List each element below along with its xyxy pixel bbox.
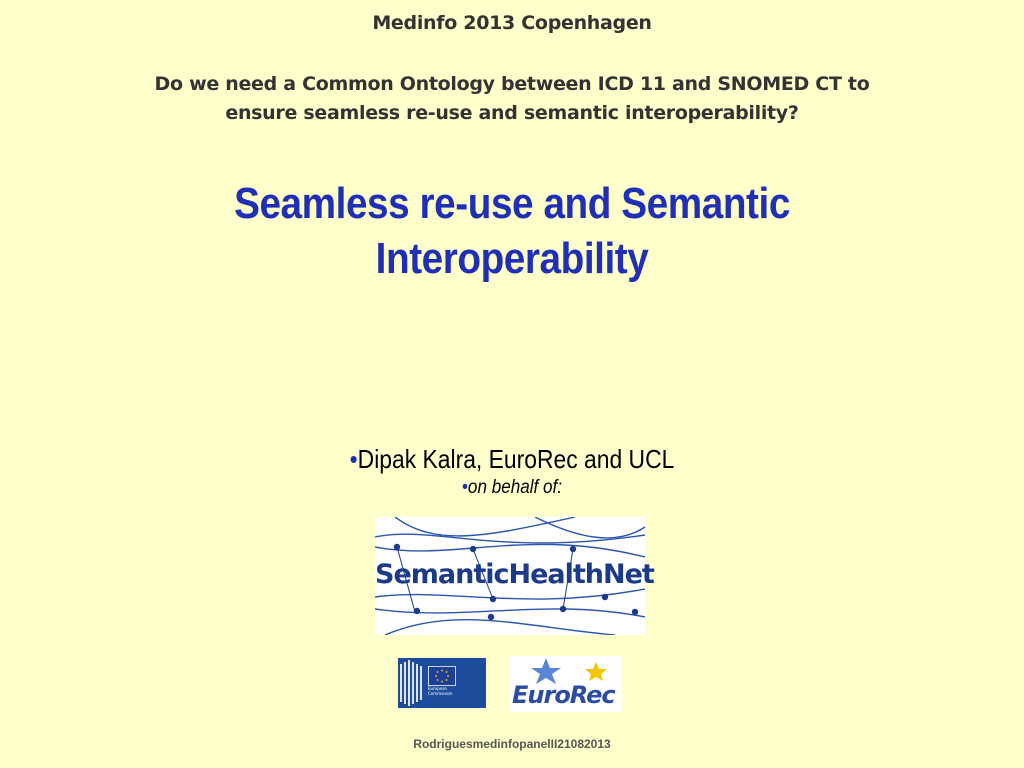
semantichealthnet-logo (375, 517, 654, 635)
presenter-text: Dipak Kalra, EuroRec and UCL (357, 444, 675, 474)
ec-building-icon (398, 658, 426, 708)
slide-title-line-1: Seamless re-use and Semantic (234, 179, 790, 228)
eurorec-wordmark: EuroRec (512, 681, 615, 709)
eu-flag-icon (428, 666, 456, 686)
ec-label-line-2: Commission (428, 691, 453, 696)
question-line-2: ensure seamless re-use and semantic interoperability? (225, 102, 799, 124)
european-commission-logo (398, 658, 486, 708)
eurorec-logo (510, 656, 622, 712)
slide-footer: RodriguesmedinfopanelII21082013 (413, 737, 611, 751)
question-line-1: Do we need a Common Ontology between ICD 11 and SNOMED CT to (154, 73, 870, 95)
conference-title: Medinfo 2013 Copenhagen (372, 12, 652, 34)
on-behalf-text: on behalf of: (467, 477, 563, 498)
slide-title-line-2: Interoperability (375, 234, 649, 283)
ec-label (428, 686, 462, 696)
ec-label-line-1: European (428, 686, 448, 691)
bullet-marker: • (461, 477, 468, 498)
slide-title (149, 176, 874, 286)
on-behalf-bullet (51, 477, 973, 499)
bullet-marker: • (349, 444, 358, 474)
presenter-bullet (61, 444, 962, 475)
question-heading (112, 70, 912, 128)
semantichealthnet-wordmark: SemanticHealthNet (375, 559, 654, 590)
